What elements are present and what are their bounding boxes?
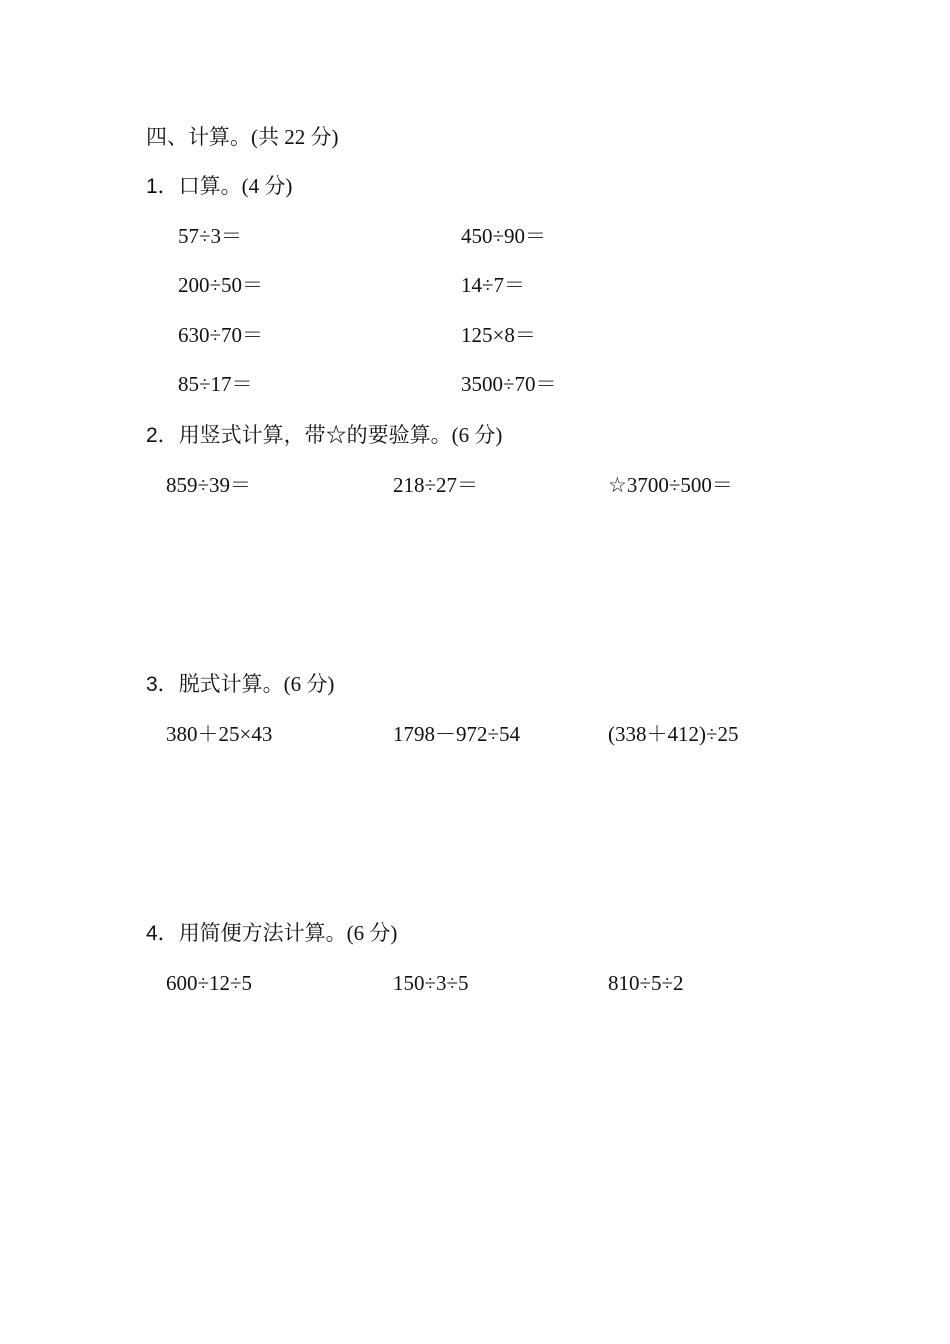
q1-problem: 200÷50＝ bbox=[178, 273, 264, 297]
q1-problem: 450÷90＝ bbox=[461, 224, 547, 248]
question-3-title: 脱式计算。(6 分) bbox=[178, 672, 335, 696]
question-1-heading bbox=[146, 172, 292, 201]
question-4-title: 用简便方法计算。(6 分) bbox=[178, 921, 398, 945]
q4-problem: 810÷5÷2 bbox=[608, 971, 684, 995]
q1-problem: 630÷70＝ bbox=[178, 323, 264, 347]
q1-problem: 125×8＝ bbox=[461, 323, 536, 347]
question-1-number: 1． bbox=[146, 175, 179, 198]
question-3-heading bbox=[146, 670, 334, 699]
question-2-number: 2． bbox=[146, 424, 179, 447]
q2-problem: 859÷39＝ bbox=[166, 473, 252, 497]
q1-problem: 14÷7＝ bbox=[461, 273, 526, 297]
question-4-heading bbox=[146, 919, 397, 948]
q1-problem: 57÷3＝ bbox=[178, 224, 243, 248]
question-2-title: 用竖式计算，带☆的要验算。(6 分) bbox=[178, 423, 503, 447]
q2-problem: 218÷27＝ bbox=[393, 473, 479, 497]
q1-problem: 3500÷70＝ bbox=[461, 372, 557, 396]
q4-problem: 150÷3÷5 bbox=[393, 971, 469, 995]
q3-problem: (338＋412)÷25 bbox=[608, 722, 739, 746]
question-1-title: 口算。(4 分) bbox=[178, 174, 293, 198]
question-2-heading bbox=[146, 421, 502, 450]
q1-problem: 85÷17＝ bbox=[178, 372, 253, 396]
q2-problem-starred: ☆3700÷500＝ bbox=[608, 473, 733, 497]
section-title: 四、计算。(共 22 分) bbox=[146, 125, 339, 149]
q3-problem: 380＋25×43 bbox=[166, 722, 273, 746]
q4-problem: 600÷12÷5 bbox=[166, 971, 253, 995]
question-3-number: 3． bbox=[146, 673, 179, 696]
question-4-number: 4． bbox=[146, 922, 179, 945]
q3-problem: 1798－972÷54 bbox=[393, 722, 521, 746]
